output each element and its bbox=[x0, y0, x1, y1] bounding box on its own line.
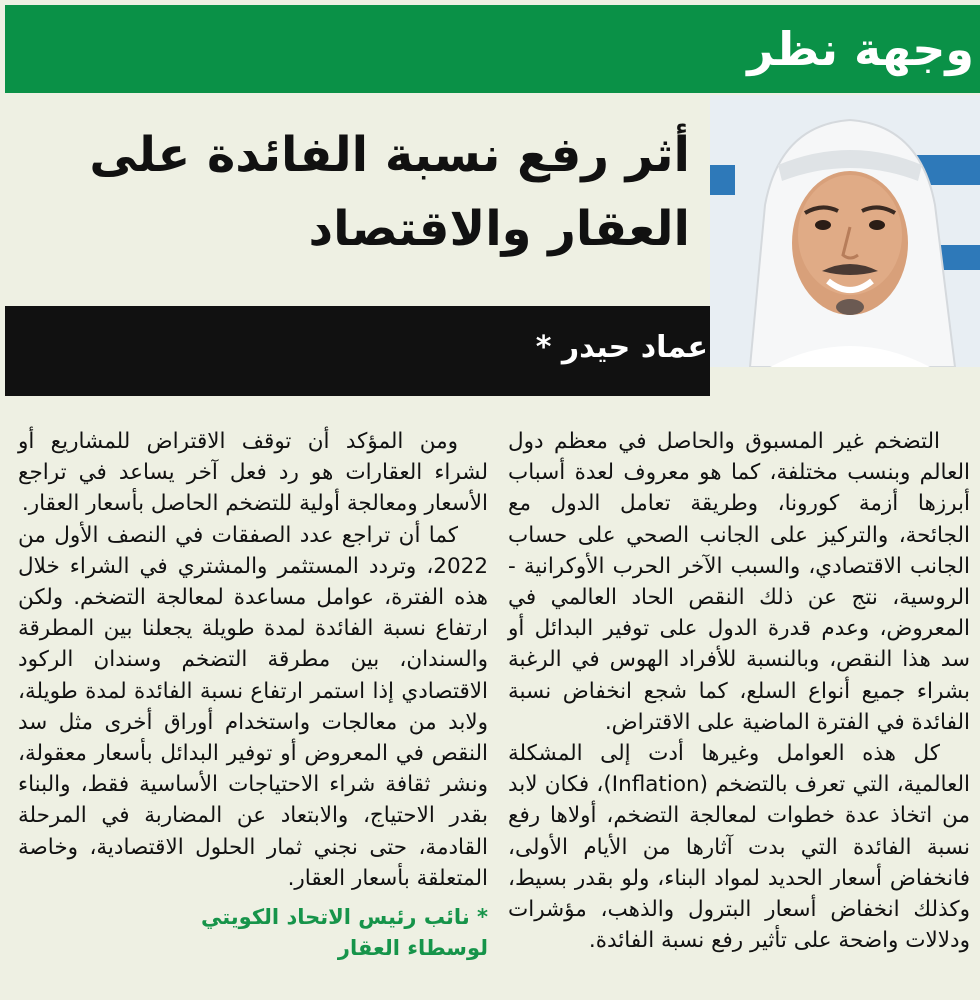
paragraph: كما أن تراجع عدد الصفقات في النصف الأول من 2022، وتردد المستثمر والمشتري في الشراء خلال هذه الفترة، عوامل مساعدة لمعالجة التضخم. ولكن ارتفاع نسبة الفائدة لمدة طويلة يجعلنا بين المطرقة والسندان، بين مطرقة التضخم وسندان الركود الاقتصادي إذا استمر ارتفاع نسبة الفائدة لمدة طويلة، ولابد من معالجات واستخدام أوراق أخرى مثل سد النقص في المعروض أو توفير البدائل بأسعار معقولة، ونشر ثقافة شراء الاحتياجات الأساسية فقط، والبناء بقدر الاحتياج، والابتعاد عن المضاربة في المرحلة القادمة، حتى نجني ثمار الحلول الاقتصادية، وخاصة المتعلقة بأسعار العقار. bbox=[18, 522, 488, 891]
paragraph: التضخم غير المسبوق والحاصل في معظم دول العالم وبنسب مختلفة، كما هو معروف لعدة أسباب أبرزها أزمة كورونا، وطريقة تعامل الدول مع الجائحة، والتركيز على الجانب الصحي على حساب الجانب الاقتصادي، والسبب الآخر الحرب الأوكرانية - الروسية، نتج عن ذلك النقص الحاد العالمي في المعروض، وعدم قدرة الدول على توفير البدائل أو سد هذا النقص، وبالنسبة للأفراد الهوس في الرغبة بشراء جميع أنواع السلع، كما شجع انخفاض نسبة الفائدة في الفترة الماضية على الاقتراض. bbox=[508, 429, 970, 735]
section-title: وجهة نظر bbox=[747, 22, 974, 76]
article-column-right bbox=[508, 426, 970, 956]
portrait-illustration bbox=[710, 95, 980, 367]
article-column-left bbox=[18, 426, 488, 894]
paragraph: ومن المؤكد أن توقف الاقتراض للمشاريع أو لشراء العقارات هو رد فعل آخر يساعد في تراجع الأسعار ومعالجة أولية للتضخم الحاصل بأسعار العقار. bbox=[18, 429, 488, 517]
author-footnote: * نائب رئيس الاتحاد الكويتي لوسطاء العقار bbox=[200, 905, 488, 960]
article-headline: أثر رفع نسبة الفائدة على العقار والاقتصاد bbox=[89, 127, 690, 257]
author-name: عماد حيدر * bbox=[535, 330, 708, 365]
paragraph: كل هذه العوامل وغيرها أدت إلى المشكلة العالمية، التي تعرف بالتضخم (Inflation)، فكان لابد من اتخاذ عدة خطوات لمعالجة التضخم، أولاها رفع نسبة الفائدة التي بدت آثارها من الأيام الأولى، فانخفاض أسعار الحديد لمواد البناء، ولو بقدر بسيط، وكذلك انخفاض أسعار البترول والذهب، مؤشرات ودلالات واضحة على تأثير رفع نسبة الفائدة. bbox=[508, 741, 970, 954]
columnist-portrait-photo bbox=[710, 95, 980, 367]
